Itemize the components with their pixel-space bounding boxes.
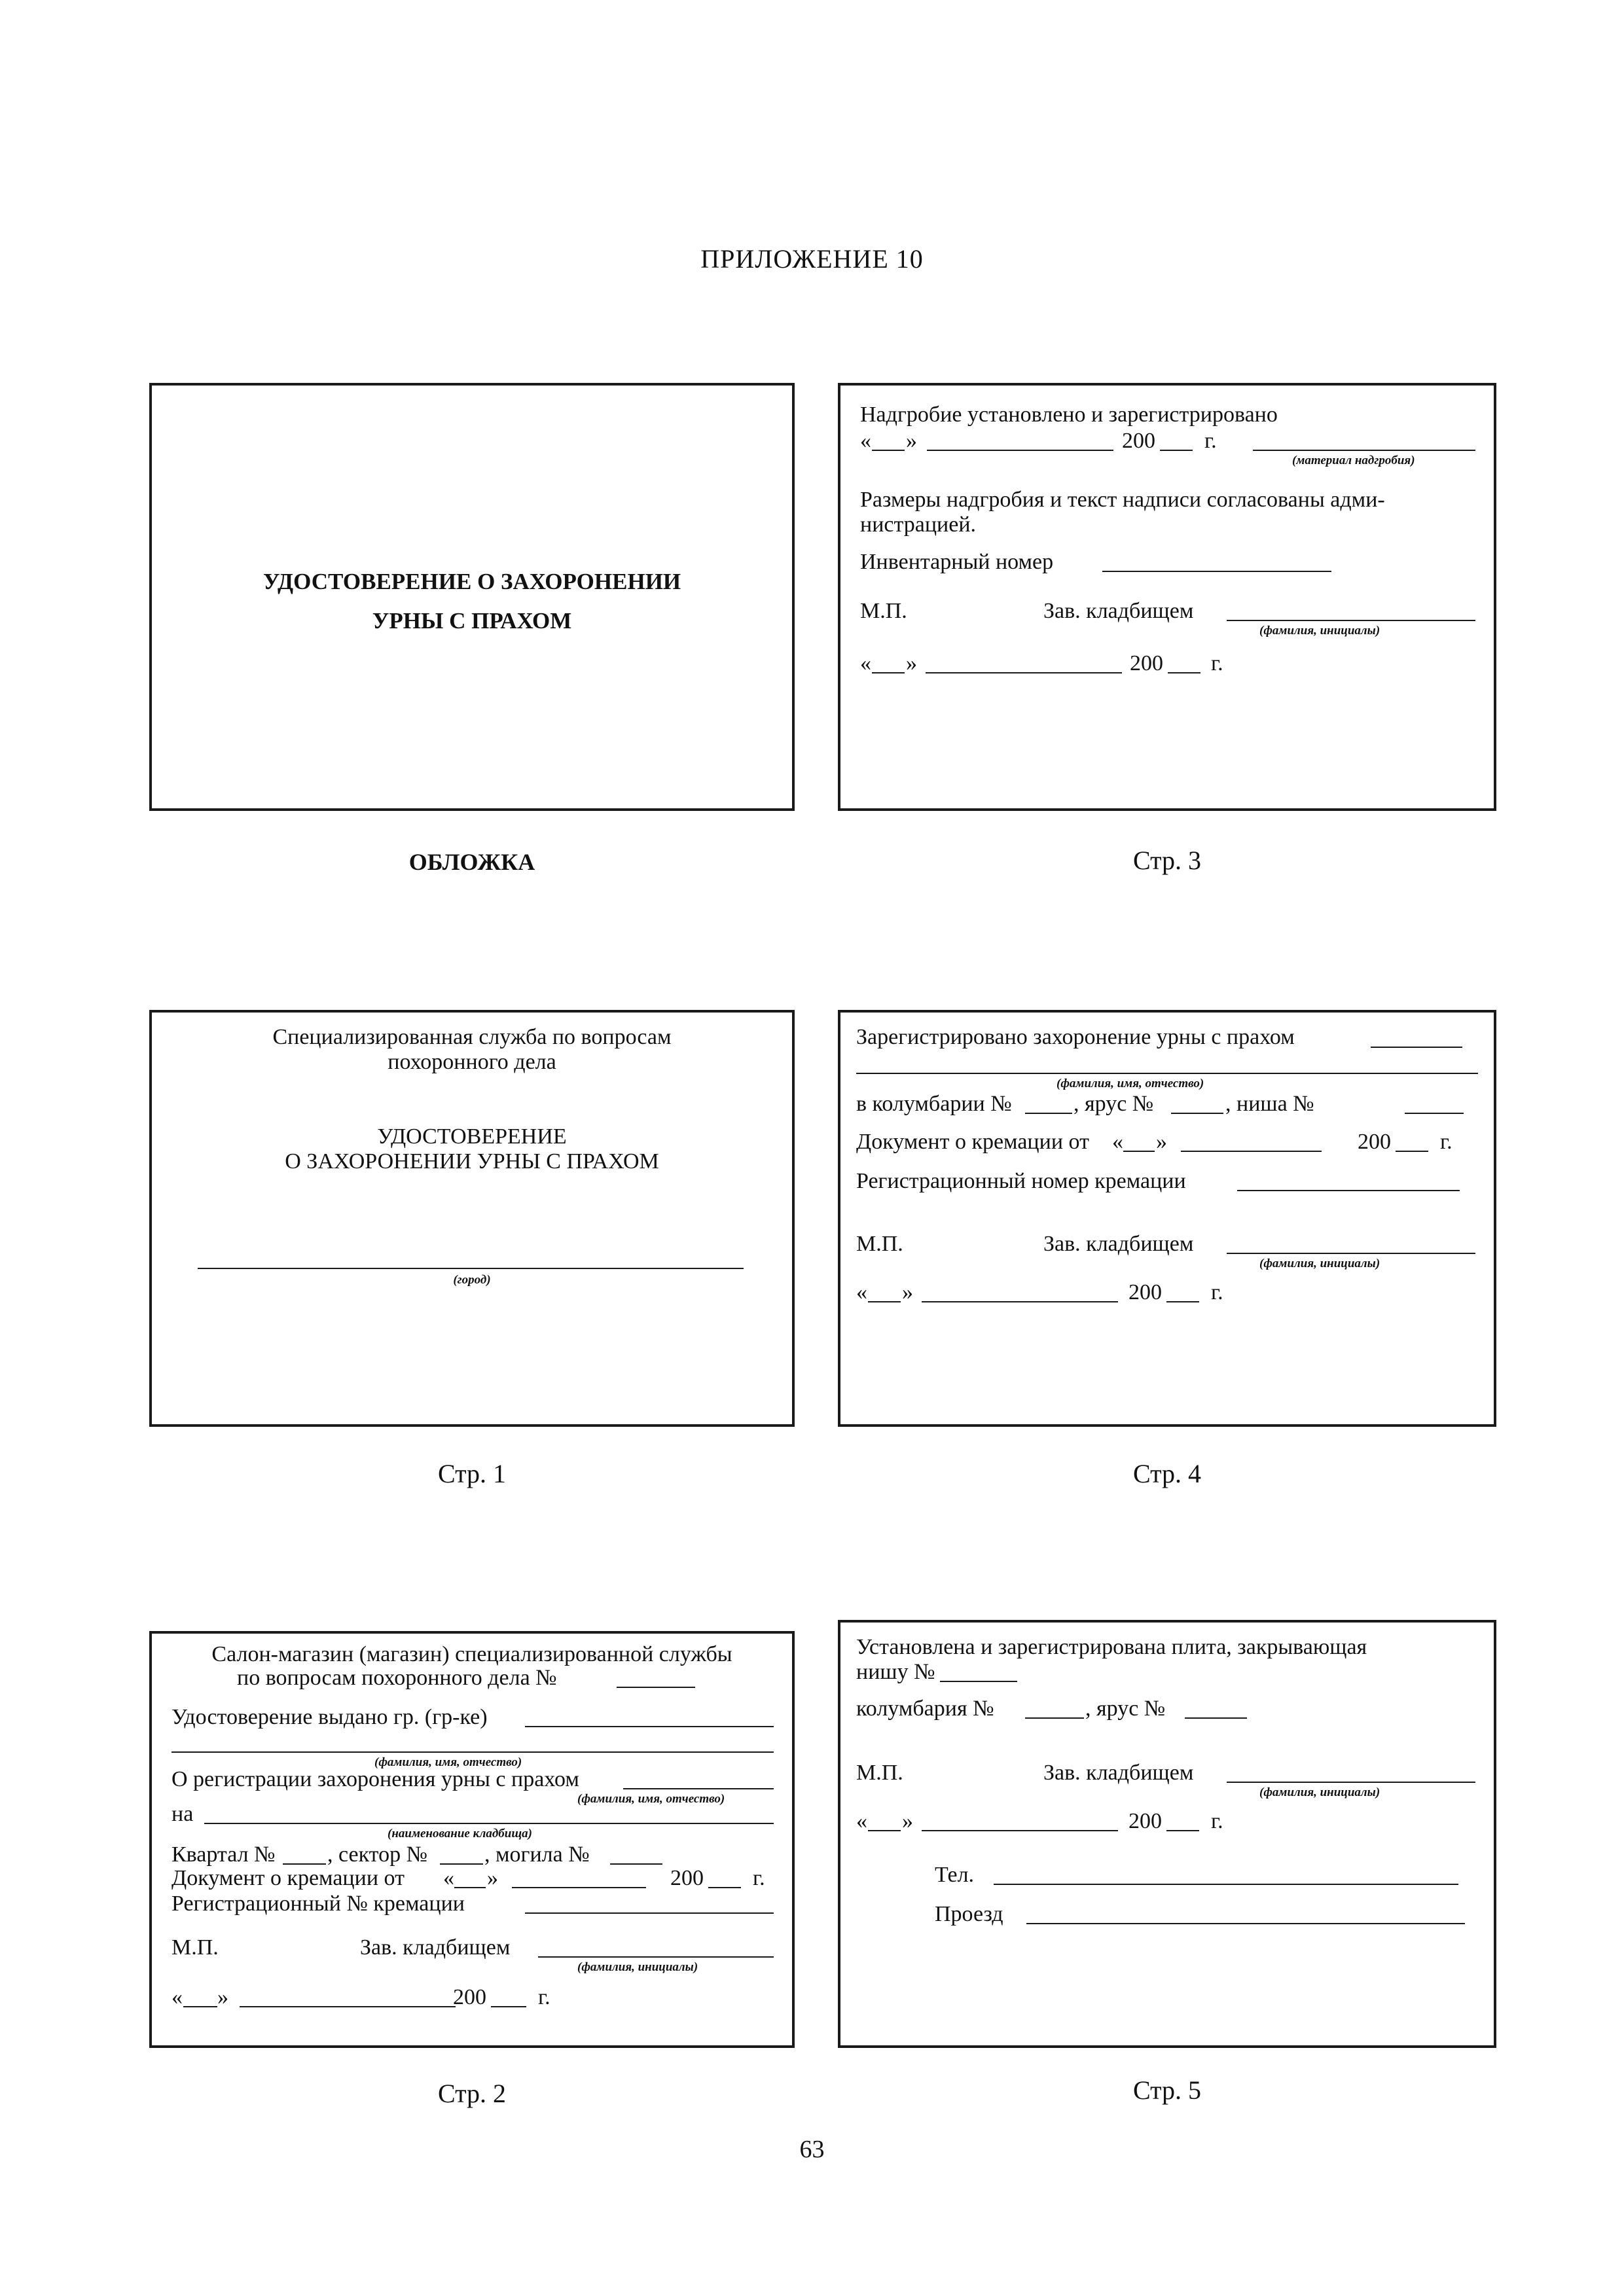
page2-line2: по вопросам похоронного дела № bbox=[237, 1666, 557, 1690]
page2-cemetery-line bbox=[204, 1823, 774, 1824]
page4-niche-label: , ниша № bbox=[1225, 1092, 1314, 1116]
page2-name-hint: (фамилия, имя, отчество) bbox=[374, 1755, 522, 1769]
page3-sign-year-suffix: г. bbox=[1211, 651, 1223, 675]
page4-niche-line bbox=[1405, 1113, 1464, 1114]
page4-sign-year-suffix: г. bbox=[1211, 1280, 1223, 1304]
page3-sign-quote-open: « bbox=[860, 651, 871, 675]
page4-cremation-year-suffix: г. bbox=[1440, 1130, 1453, 1154]
page5-mp: М.П. bbox=[856, 1761, 903, 1785]
page5-sign-year-line bbox=[1166, 1830, 1199, 1831]
page5-niche-line bbox=[940, 1681, 1017, 1682]
page4-cremation-label: Документ о кремации от bbox=[856, 1130, 1089, 1154]
page2-cremation-year-line bbox=[708, 1887, 741, 1888]
page2-reg-line bbox=[525, 1912, 774, 1914]
page2-sign-quote-close: » bbox=[217, 1985, 228, 2009]
page2-caption: Стр. 2 bbox=[437, 2079, 507, 2108]
page4-sign-day-line bbox=[868, 1301, 901, 1302]
page4-caption: Стр. 4 bbox=[1132, 1459, 1202, 1488]
page4-head-line bbox=[1227, 1253, 1475, 1254]
page2-mp: М.П. bbox=[171, 1935, 219, 1960]
page2-cremation-quote-open: « bbox=[443, 1866, 454, 1890]
page2-issued-line-a bbox=[525, 1726, 774, 1727]
page2-sector-label: , сектор № bbox=[327, 1842, 428, 1867]
page3-sign-month-line bbox=[926, 672, 1122, 673]
page4-cremation-month-line bbox=[1181, 1151, 1322, 1152]
cover-card bbox=[149, 383, 795, 811]
page3-text2b: нистрацией. bbox=[860, 512, 977, 537]
page4-sign-quote-open: « bbox=[856, 1280, 867, 1304]
page2-line1: Салон-магазин (магазин) специализированной службы bbox=[211, 1642, 732, 1666]
page1-title2: О ЗАХОРОНЕНИИ УРНЫ С ПРАХОМ bbox=[285, 1149, 659, 1174]
appendix-heading: ПРИЛОЖЕНИЕ 10 bbox=[700, 244, 924, 274]
page3-year-line bbox=[1160, 450, 1193, 451]
page5-sign-year: 200 bbox=[1128, 1809, 1162, 1833]
page1-title1: УДОСТОВЕРЕНИЕ bbox=[377, 1124, 567, 1149]
page4-cremation-quote-open: « bbox=[1112, 1130, 1123, 1154]
page4-reg-line bbox=[1237, 1190, 1460, 1191]
page2-cremation-year: 200 bbox=[670, 1866, 704, 1890]
page4-tier-line bbox=[1171, 1113, 1223, 1114]
page4-tier-label: , ярус № bbox=[1074, 1092, 1154, 1116]
page2-on-label: на bbox=[171, 1802, 194, 1826]
page5-tier-label: , ярус № bbox=[1085, 1696, 1166, 1721]
page5-phone-line bbox=[994, 1884, 1458, 1885]
page2-grave-line bbox=[610, 1863, 662, 1865]
page2-issued-label: Удостоверение выдано гр. (гр-ке) bbox=[171, 1705, 488, 1729]
page3-inventory-line bbox=[1102, 571, 1331, 572]
page1-line2: похоронного дела bbox=[388, 1050, 556, 1074]
page2-reg-label: Регистрационный № кремации bbox=[171, 1892, 465, 1916]
page2-cremation-year-suffix: г. bbox=[753, 1866, 765, 1890]
page1-line1: Специализированная служба по вопросам bbox=[272, 1025, 672, 1049]
page3-sign-day-line bbox=[872, 672, 905, 673]
page4-name-line-a bbox=[1371, 1047, 1462, 1048]
page2-quarter-line bbox=[283, 1863, 326, 1865]
page2-cemetery-hint: (наименование кладбища) bbox=[388, 1827, 532, 1840]
page3-date-quote-close: » bbox=[906, 429, 917, 453]
page2-head-line bbox=[538, 1956, 774, 1958]
page5-tier-line bbox=[1185, 1717, 1247, 1719]
page2-quarter-label: Квартал № bbox=[171, 1842, 276, 1867]
page4-name-hint: (фамилия, имя, отчество) bbox=[1056, 1077, 1204, 1090]
page2-name-hint2: (фамилия, имя, отчество) bbox=[577, 1792, 725, 1806]
page3-mp: М.П. bbox=[860, 599, 907, 623]
page2-cremation-day-line bbox=[454, 1887, 486, 1888]
page4-mp: М.П. bbox=[856, 1232, 903, 1256]
page1-card bbox=[149, 1010, 795, 1427]
page4-cremation-quote-close: » bbox=[1156, 1130, 1167, 1154]
page-number: 63 bbox=[799, 2136, 825, 2163]
page3-day-line bbox=[872, 450, 905, 451]
page2-registration-line bbox=[623, 1788, 774, 1789]
page4-sign-year-line bbox=[1166, 1301, 1199, 1302]
page2-sign-year-line bbox=[491, 2006, 526, 2007]
cover-caption: ОБЛОЖКА bbox=[408, 849, 535, 875]
page4-sign-year: 200 bbox=[1128, 1280, 1162, 1304]
page3-month-line bbox=[927, 450, 1113, 451]
page4-columbarium-label: в колумбарии № bbox=[856, 1092, 1012, 1116]
page2-head-hint: (фамилия, инициалы) bbox=[577, 1960, 698, 1974]
cover-title-line2: УРНЫ С ПРАХОМ bbox=[372, 608, 572, 634]
page2-cremation-quote-close: » bbox=[487, 1866, 498, 1890]
page3-year: 200 bbox=[1122, 429, 1155, 453]
page5-sign-quote-close: » bbox=[902, 1809, 913, 1833]
page5-directions-label: Проезд bbox=[935, 1902, 1003, 1926]
page4-name-line-b bbox=[856, 1073, 1478, 1074]
page3-inventory-label: Инвентарный номер bbox=[860, 550, 1054, 574]
page5-card bbox=[838, 1620, 1496, 2048]
page3-card bbox=[838, 383, 1496, 811]
page2-sign-month-line bbox=[240, 2006, 456, 2007]
page3-year-suffix: г. bbox=[1204, 429, 1217, 453]
page1-caption: Стр. 1 bbox=[437, 1459, 507, 1488]
cover-title-line1: УДОСТОВЕРЕНИЕ О ЗАХОРОНЕНИИ bbox=[262, 569, 681, 594]
page2-card bbox=[149, 1631, 795, 2048]
page2-cremation-label: Документ о кремации от bbox=[171, 1866, 405, 1890]
page4-cremation-year-line bbox=[1396, 1151, 1428, 1152]
page4-reg-label: Регистрационный номер кремации bbox=[856, 1169, 1186, 1193]
page3-material-hint: (материал надгробия) bbox=[1292, 454, 1415, 467]
page5-columbarium-line bbox=[1025, 1717, 1084, 1719]
page5-line1: Установлена и зарегистрирована плита, закрывающая bbox=[856, 1635, 1367, 1659]
page2-head-label: Зав. кладбищем bbox=[360, 1935, 511, 1960]
page3-material-line bbox=[1253, 450, 1475, 451]
page4-line1: Зарегистрировано захоронение урны с прахом bbox=[856, 1025, 1295, 1049]
page4-sign-quote-close: » bbox=[902, 1280, 913, 1304]
page2-sign-year-suffix: г. bbox=[538, 1985, 550, 2009]
page2-cremation-month-line bbox=[512, 1887, 646, 1888]
page4-cremation-day-line bbox=[1123, 1151, 1155, 1152]
page3-head-label: Зав. кладбищем bbox=[1043, 599, 1194, 623]
page5-phone-label: Тел. bbox=[935, 1863, 975, 1887]
page3-head-line bbox=[1227, 620, 1475, 621]
page2-issued-line-b bbox=[171, 1751, 774, 1753]
page4-cremation-year: 200 bbox=[1358, 1130, 1391, 1154]
page4-head-label: Зав. кладбищем bbox=[1043, 1232, 1194, 1256]
page5-directions-line bbox=[1026, 1923, 1465, 1924]
page5-line2: нишу № bbox=[856, 1660, 935, 1684]
page2-registration-label: О регистрации захоронения урны с прахом bbox=[171, 1767, 579, 1791]
page5-caption: Стр. 5 bbox=[1132, 2075, 1202, 2105]
page3-head-hint: (фамилия, инициалы) bbox=[1259, 624, 1380, 637]
page5-columbarium-label: колумбария № bbox=[856, 1696, 994, 1721]
page1-city-hint: (город) bbox=[453, 1273, 491, 1287]
page3-line1: Надгробие установлено и зарегистрировано bbox=[860, 403, 1278, 427]
page5-head-hint: (фамилия, инициалы) bbox=[1259, 1785, 1380, 1799]
page3-text2a: Размеры надгробия и текст надписи согласованы адми- bbox=[860, 488, 1385, 512]
page5-sign-quote-open: « bbox=[856, 1809, 867, 1833]
page3-sign-year: 200 bbox=[1130, 651, 1163, 675]
page3-caption: Стр. 3 bbox=[1132, 846, 1202, 875]
page4-card bbox=[838, 1010, 1496, 1427]
page2-sector-line bbox=[440, 1863, 483, 1865]
page4-columbarium-line bbox=[1025, 1113, 1072, 1114]
page3-date-quote-open: « bbox=[860, 429, 871, 453]
page2-number-line bbox=[617, 1687, 695, 1688]
page2-sign-day-line bbox=[183, 2006, 217, 2007]
page5-sign-month-line bbox=[922, 1830, 1118, 1831]
page5-head-line bbox=[1227, 1782, 1475, 1783]
page1-city-line bbox=[198, 1268, 744, 1269]
page2-grave-label: , могила № bbox=[484, 1842, 590, 1867]
page3-sign-quote-close: » bbox=[906, 651, 917, 675]
page4-sign-month-line bbox=[922, 1301, 1118, 1302]
page5-head-label: Зав. кладбищем bbox=[1043, 1761, 1194, 1785]
page2-sign-year: 200 bbox=[453, 1985, 486, 2009]
page3-sign-year-line bbox=[1168, 672, 1200, 673]
page5-sign-day-line bbox=[868, 1830, 901, 1831]
page5-sign-year-suffix: г. bbox=[1211, 1809, 1223, 1833]
page2-sign-quote-open: « bbox=[171, 1985, 183, 2009]
page4-head-hint: (фамилия, инициалы) bbox=[1259, 1257, 1380, 1270]
